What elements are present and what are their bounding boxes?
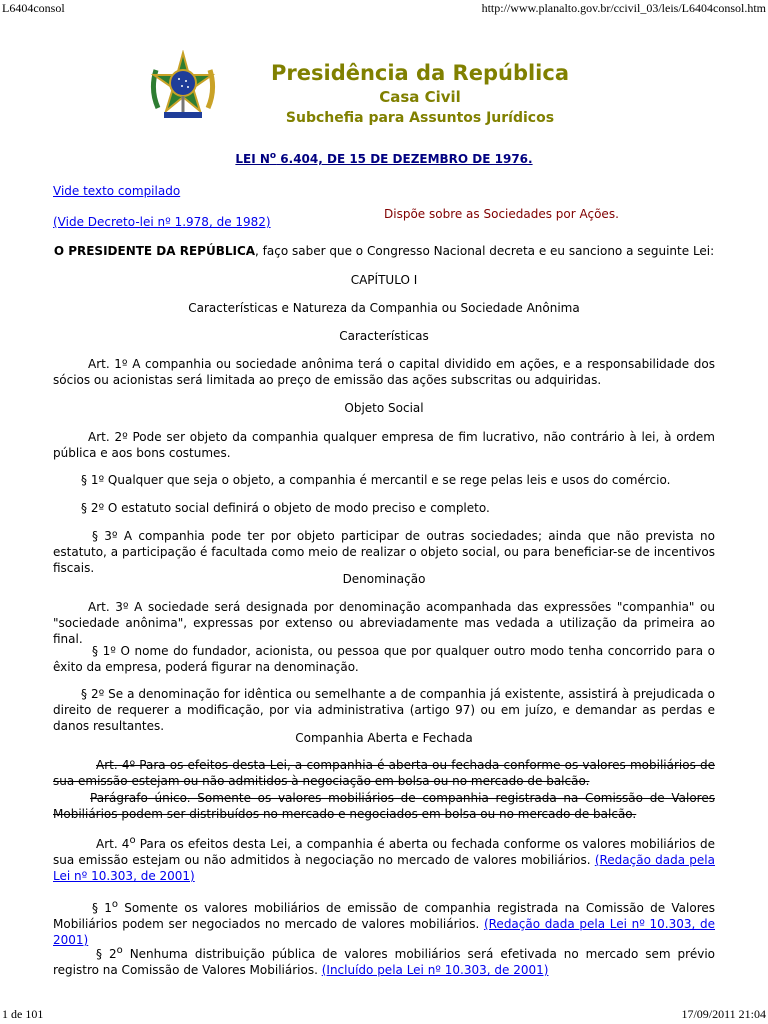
header-casa-civil: Casa Civil — [379, 88, 461, 106]
page-counter: 1 de 101 — [2, 1007, 44, 1021]
article-2-paragraph-1: § 1º Qualquer que seja o objeto, a companhia é mercantil e se rege pelas leis e usos do comércio. — [81, 473, 671, 487]
article-4-amendment-link[interactable]: (Redação dada pela Lei nº 10.303, de 2001) — [53, 853, 715, 883]
article-4-revoked-paragraph: Parágrafo único. Somente os valores mobiliários de companhia registrada na Comissão de Valores Mobiliários podem ser distribuídos no mercado e negociados em bolsa ou no mercado de balcão. — [53, 791, 715, 821]
doc-url[interactable]: http://www.planalto.gov.br/ccivil_03/leis/L6404consol.htm — [481, 1, 766, 15]
header-subchefia: Subchefia para Assuntos Jurídicos — [285, 110, 555, 126]
chapter-heading: CAPÍTULO I — [350, 273, 418, 287]
section-denominacao: Denominação — [342, 572, 426, 586]
article-3-paragraph-1: § 1º O nome do fundador, acionista, ou pessoa que por qualquer outro modo tenha concorrido para o êxito da empresa, poderá figurar na denominação. — [53, 644, 715, 674]
article-2-paragraph-2: § 2º O estatuto social definirá o objeto de modo preciso e completo. — [81, 501, 490, 515]
section-objeto-social: Objeto Social — [344, 401, 424, 415]
section-companhia-aberta: Companhia Aberta e Fechada — [295, 731, 473, 745]
link-vide-decreto[interactable]: (Vide Decreto-lei nº 1.978, de 1982) — [53, 215, 271, 229]
doc-title: L6404consol — [2, 1, 65, 15]
article-4-revoked: Art. 4º Para os efeitos desta Lei, a companhia é aberta ou fechada conforme os valores mobiliários de sua emissão estejam ou não admitidos à negociação em bolsa ou no mercado de balcão. — [53, 758, 715, 788]
article-4-paragraph-1-amendment-link[interactable]: (Redação dada pela Lei nº 10.303, de 2001) — [53, 917, 715, 947]
preamble: O PRESIDENTE DA REPÚBLICA, faço saber que o Congresso Nacional decreta e eu sanciono a seguinte Lei: — [53, 244, 715, 258]
article-4-paragraph-1: § 1$^o$ Somente os valores mobiliários de emissão de companhia registrada na Comissão de Valores Mobiliários podem ser negociados no mercado de valores mobiliários. (Redação dada pela Lei nº 10.303, de 2001) — [53, 899, 715, 947]
article-4-paragraph-2: § 2$^o$ Nenhuma distribuição pública de valores mobiliários será efetivada no mercado sem prévio registro na Comissão de Valores Mobiliários. (Incluído pela Lei nº 10.303, de 2001) — [53, 945, 716, 977]
article-2-paragraph-3: § 3º A companhia pode ter por objeto participar de outras sociedades; ainda que não prevista no estatuto, a participação é facultada como meio de realizar o objeto social, ou para beneficiar-se de incentivos fiscais. — [53, 529, 715, 575]
article-4-paragraph-2-amendment-link[interactable]: (Incluído pela Lei nº 10.303, de 2001) — [321, 963, 549, 977]
chapter-title: Características e Natureza da Companhia ou Sociedade Anônima — [188, 301, 580, 315]
law-title: LEI $N^o$ 6.404, DE 15 DE DEZEMBRO DE 1976. — [235, 151, 533, 166]
ementa: Dispõe sobre as Sociedades por Ações. — [384, 207, 619, 221]
article-2: Art. 2º Pode ser objeto da companhia qualquer empresa de fim lucrativo, não contrário à lei, à ordem pública e aos bons costumes. — [53, 430, 715, 460]
article-1: Art. 1º A companhia ou sociedade anônima terá o capital dividido em ações, e a responsabilidade dos sócios ou acionistas será limitada ao preço de emissão das ações subscritas ou adquiridas. — [53, 357, 715, 387]
section-caracteristicas: Características — [339, 329, 429, 343]
link-texto-compilado[interactable]: Vide texto compilado — [53, 184, 181, 198]
article-4: Art. 4$^o$ Para os efeitos desta Lei, a companhia é aberta ou fechada conforme os valores mobiliários de sua emissão estejam ou não admitidos à negociação no mercado de valores mobiliários. (Redação dada pela Lei nº 10.303, de 2001) — [53, 835, 715, 883]
article-3: Art. 3º A sociedade será designada por denominação acompanhada das expressões "companhia" ou "sociedade anônima", expressas por extenso ou abreviadamente mas vedada a utilização da primeira ao final. — [53, 600, 715, 646]
brazil-coat-of-arms-icon — [148, 50, 218, 122]
print-datetime: 17/09/2011 21:04 — [681, 1007, 766, 1021]
article-3-paragraph-2: § 2º Se a denominação for idêntica ou semelhante a de companhia já existente, assistirá à prejudicada o direito de requerer a modificação, por via administrativa (artigo 97) ou em juízo, e demandar as perdas e danos resultantes. — [53, 687, 715, 733]
header-presidencia: Presidência da República — [271, 61, 569, 85]
